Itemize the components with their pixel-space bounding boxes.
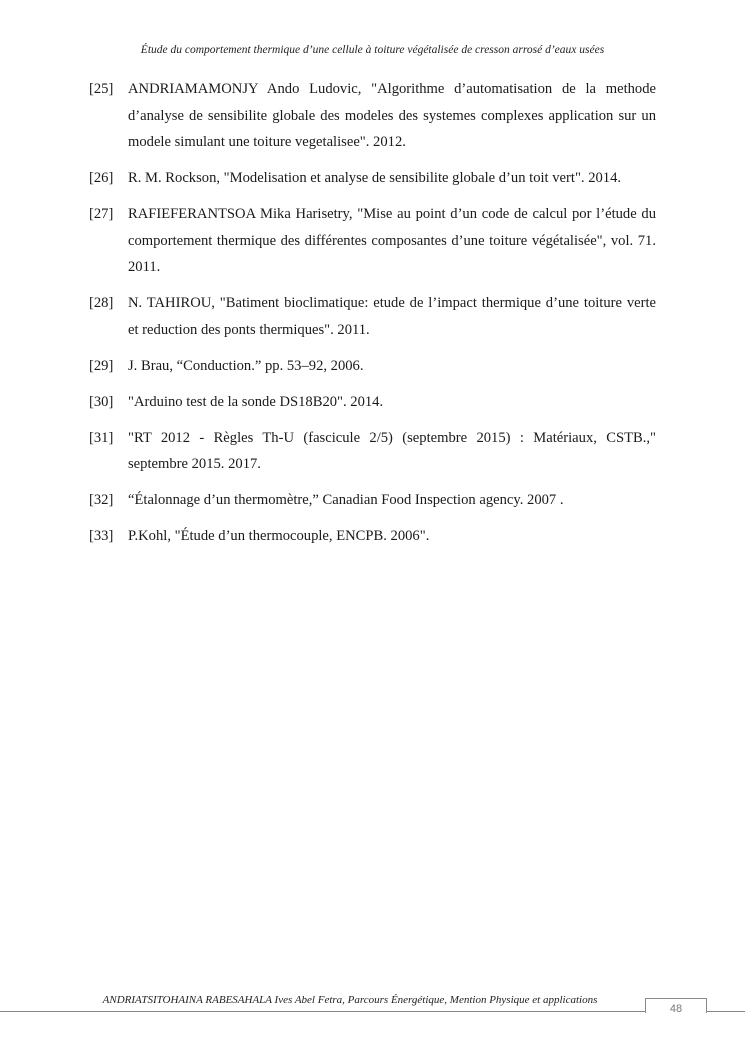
reference-text: "Arduino test de la sonde DS18B20". 2014. <box>128 393 384 410</box>
reference-text: P.Kohl, "Étude d’un thermocouple, ENCPB. 2006". <box>128 528 430 544</box>
reference-number: [31] <box>89 429 114 446</box>
reference-number: [25] <box>89 81 114 97</box>
reference-item <box>89 76 656 156</box>
reference-item <box>89 353 656 380</box>
reference-number: [27] <box>89 206 114 222</box>
reference-item <box>89 165 656 192</box>
running-header: Étude du comportement thermique d’une cellule à toiture végétalisée de cresson arrosé d’eaux usées <box>140 44 605 56</box>
reference-text: N. TAHIROU, "Batiment bioclimatique: etude de l’impact thermique d’une toiture verte et reduction des ponts thermiques". 2011. <box>128 295 656 338</box>
reference-number: [29] <box>89 357 114 374</box>
reference-text: ANDRIAMAMONJY Ando Ludovic, "Algorithme d’automatisation de la methode d’analyse de sensibilite globale des modeles des systemes complexes application sur un modele simulant une toiture vegetalisee". 2012. <box>128 81 656 150</box>
reference-text: RAFIEFERANTSOA Mika Harisetry, "Mise au point d’un code de calcul por l’étude du comportement thermique des différentes composantes d’une toiture végétalisée", vol. 71. 2011. <box>128 206 656 275</box>
reference-list <box>89 76 656 559</box>
reference-item <box>89 389 656 416</box>
reference-text: R. M. Rockson, "Modelisation et analyse de sensibilite globale d’un toit vert". 2014. <box>128 170 622 186</box>
reference-text: J. Brau, “Conduction.” pp. 53–92, 2006. <box>128 357 364 374</box>
reference-item <box>89 201 656 281</box>
reference-number: [26] <box>89 170 114 186</box>
reference-text: "RT 2012 - Règles Th-U (fascicule 2/5) (septembre 2015) : Matériaux, CSTB.," septembre 2015. 2017. <box>128 429 656 472</box>
reference-item <box>89 425 656 478</box>
reference-item <box>89 487 656 514</box>
reference-item <box>89 523 656 550</box>
page-number: 48 <box>645 998 707 1013</box>
reference-item <box>89 290 656 343</box>
footer-author: ANDRIATSITOHAINA RABESAHALA Ives Abel Fetra, Parcours Énergétique, Mention Physique et applications <box>102 994 598 1006</box>
reference-number: [30] <box>89 393 114 410</box>
footer-divider <box>0 1011 745 1012</box>
reference-number: [32] <box>89 492 114 508</box>
reference-number: [33] <box>89 528 114 544</box>
reference-text: “Étalonnage d’un thermomètre,” Canadian Food Inspection agency. 2007 . <box>128 492 564 508</box>
reference-number: [28] <box>89 295 114 311</box>
